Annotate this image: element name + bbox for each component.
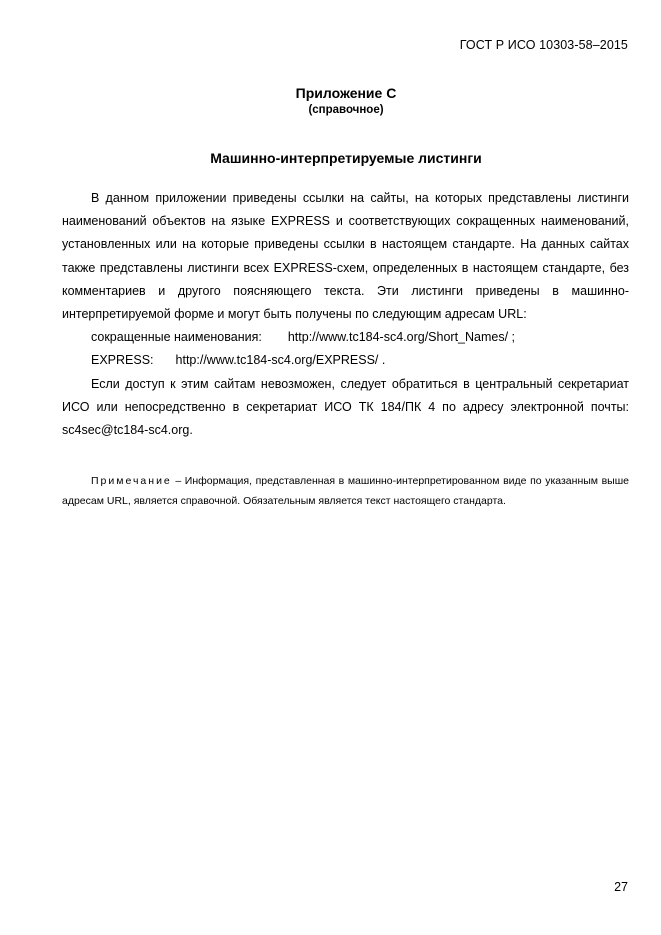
standard-id-header: ГОСТ Р ИСО 10303-58–2015 xyxy=(459,38,628,52)
appendix-title: Приложение С xyxy=(295,85,397,101)
note-text: – Информация, представленная в машинно-интерпретированном виде по указанным выше адресам URL, является справочной. Обязательным является текст настоящего стандарта. xyxy=(62,475,629,507)
note xyxy=(62,471,629,511)
express-label: EXPRESS: xyxy=(91,353,154,368)
appendix-subtitle: (справочное) xyxy=(308,104,384,116)
page-number: 27 xyxy=(614,880,628,894)
express-line xyxy=(62,349,629,372)
short-names-label: сокращенные наименования: xyxy=(91,330,262,345)
section-title: Машинно-интерпретируемые листинги xyxy=(210,150,482,166)
short-names-url[interactable]: http://www.tc184-sc4.org/Short_Names/ ; xyxy=(287,330,516,345)
short-names-line xyxy=(62,326,629,349)
body-text xyxy=(62,187,629,442)
contact-paragraph: Если доступ к этим сайтам невозможен, следует обратиться в центральный секретариат ИСО или непосредственно в секретариат ИСО ТК 184/ПК 4 по адресу электронной почты: sc4sec@tc184-sc4.org. xyxy=(62,376,629,438)
note-label: Примечание xyxy=(91,475,172,487)
intro-paragraph: В данном приложении приведены ссылки на сайты, на которых представлены листинги наименований объектов на языке EXPRESS и соответствующих сокращенных наименований, установленных или на которые приведены ссылки в настоящем стандарте. На данных сайтах также представлены листинги всех EXPRESS-схем, определенных в настоящем стандарте, без комментариев и другого поясняющего текста. Эти листинги приведены в машинно-интерпретируемой форме и могут быть получены по следующим адресам URL: xyxy=(62,191,629,322)
express-url[interactable]: http://www.tc184-sc4.org/EXPRESS/ . xyxy=(175,353,386,368)
